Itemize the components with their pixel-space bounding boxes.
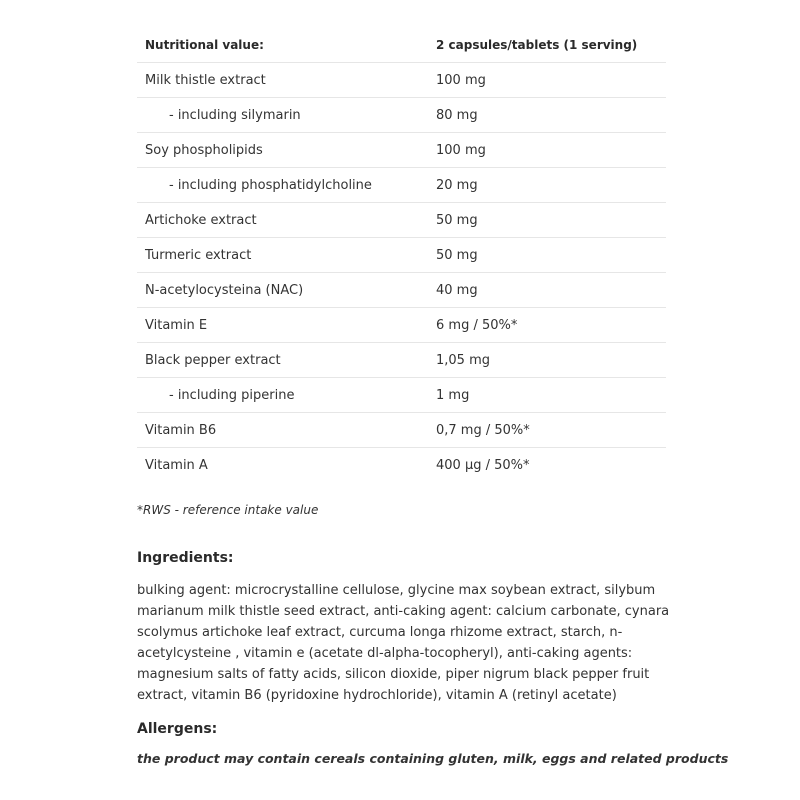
ingredients-text: bulking agent: microcrystalline cellulose, glycine max soybean extract, silybum marianum milk thistle seed extract, anti-caking agent: calcium carbonate, cynara scolymus artichoke leaf extract, curcuma longa rhizome extract, starch, n- acetylcysteine , vitamin e (acetate dl-alpha-tocopheryl), anti-caking agents: magnesium salts of fatty acids, silicon dioxide, piper nigrum black pepper fruit extract, vitamin B6 (pyridoxine hydrochloride), vitamin A (retinyl acetate) xyxy=(137,583,670,703)
table-row xyxy=(137,308,666,343)
table-row xyxy=(137,238,666,273)
nutrient-name: Soy phospholipids xyxy=(137,133,428,168)
table-row xyxy=(137,378,666,413)
nutrient-name: - including piperine xyxy=(137,378,428,413)
nutrient-value: 50 mg xyxy=(428,203,666,238)
table-header-row xyxy=(137,28,666,63)
header-nutrient: Nutritional value: xyxy=(137,28,428,63)
header-serving: 2 capsules/tablets (1 serving) xyxy=(428,28,666,63)
nutrient-value: 40 mg xyxy=(428,273,666,308)
table-row xyxy=(137,168,666,203)
nutrient-value: 100 mg xyxy=(428,63,666,98)
nutrient-name: Artichoke extract xyxy=(137,203,428,238)
allergens-heading: Allergens: xyxy=(137,721,218,737)
nutrient-name: Milk thistle extract xyxy=(137,63,428,98)
nutrient-name: N-acetylocysteina (NAC) xyxy=(137,273,428,308)
nutrient-value: 6 mg / 50%* xyxy=(428,308,666,343)
nutrient-value: 100 mg xyxy=(428,133,666,168)
reference-intake-footnote: *RWS - reference intake value xyxy=(137,503,319,517)
table-row xyxy=(137,98,666,133)
table-row xyxy=(137,63,666,98)
nutrient-name: - including phosphatidylcholine xyxy=(137,168,428,203)
nutrient-name: Turmeric extract xyxy=(137,238,428,273)
table-row xyxy=(137,448,666,483)
table-row xyxy=(137,273,666,308)
ingredients-heading: Ingredients: xyxy=(137,550,234,566)
nutrient-value: 1 mg xyxy=(428,378,666,413)
table-row xyxy=(137,133,666,168)
table-row xyxy=(137,203,666,238)
nutrient-value: 50 mg xyxy=(428,238,666,273)
nutrition-table xyxy=(137,28,666,482)
nutrient-name: Vitamin B6 xyxy=(137,413,428,448)
nutrient-value: 80 mg xyxy=(428,98,666,133)
table-row xyxy=(137,413,666,448)
allergens-text: the product may contain cereals containing gluten, milk, eggs and related products xyxy=(137,751,729,766)
nutrient-value: 1,05 mg xyxy=(428,343,666,378)
nutrient-name: Vitamin A xyxy=(145,457,208,473)
nutrient-value: 0,7 mg / 50%* xyxy=(428,413,666,448)
nutrient-value: 400 µg / 50%* xyxy=(436,457,530,473)
nutrient-value: 20 mg xyxy=(428,168,666,203)
nutrient-name: Vitamin E xyxy=(137,308,428,343)
table-row xyxy=(137,343,666,378)
nutrient-name: Black pepper extract xyxy=(137,343,428,378)
nutrient-name: - including silymarin xyxy=(137,98,428,133)
